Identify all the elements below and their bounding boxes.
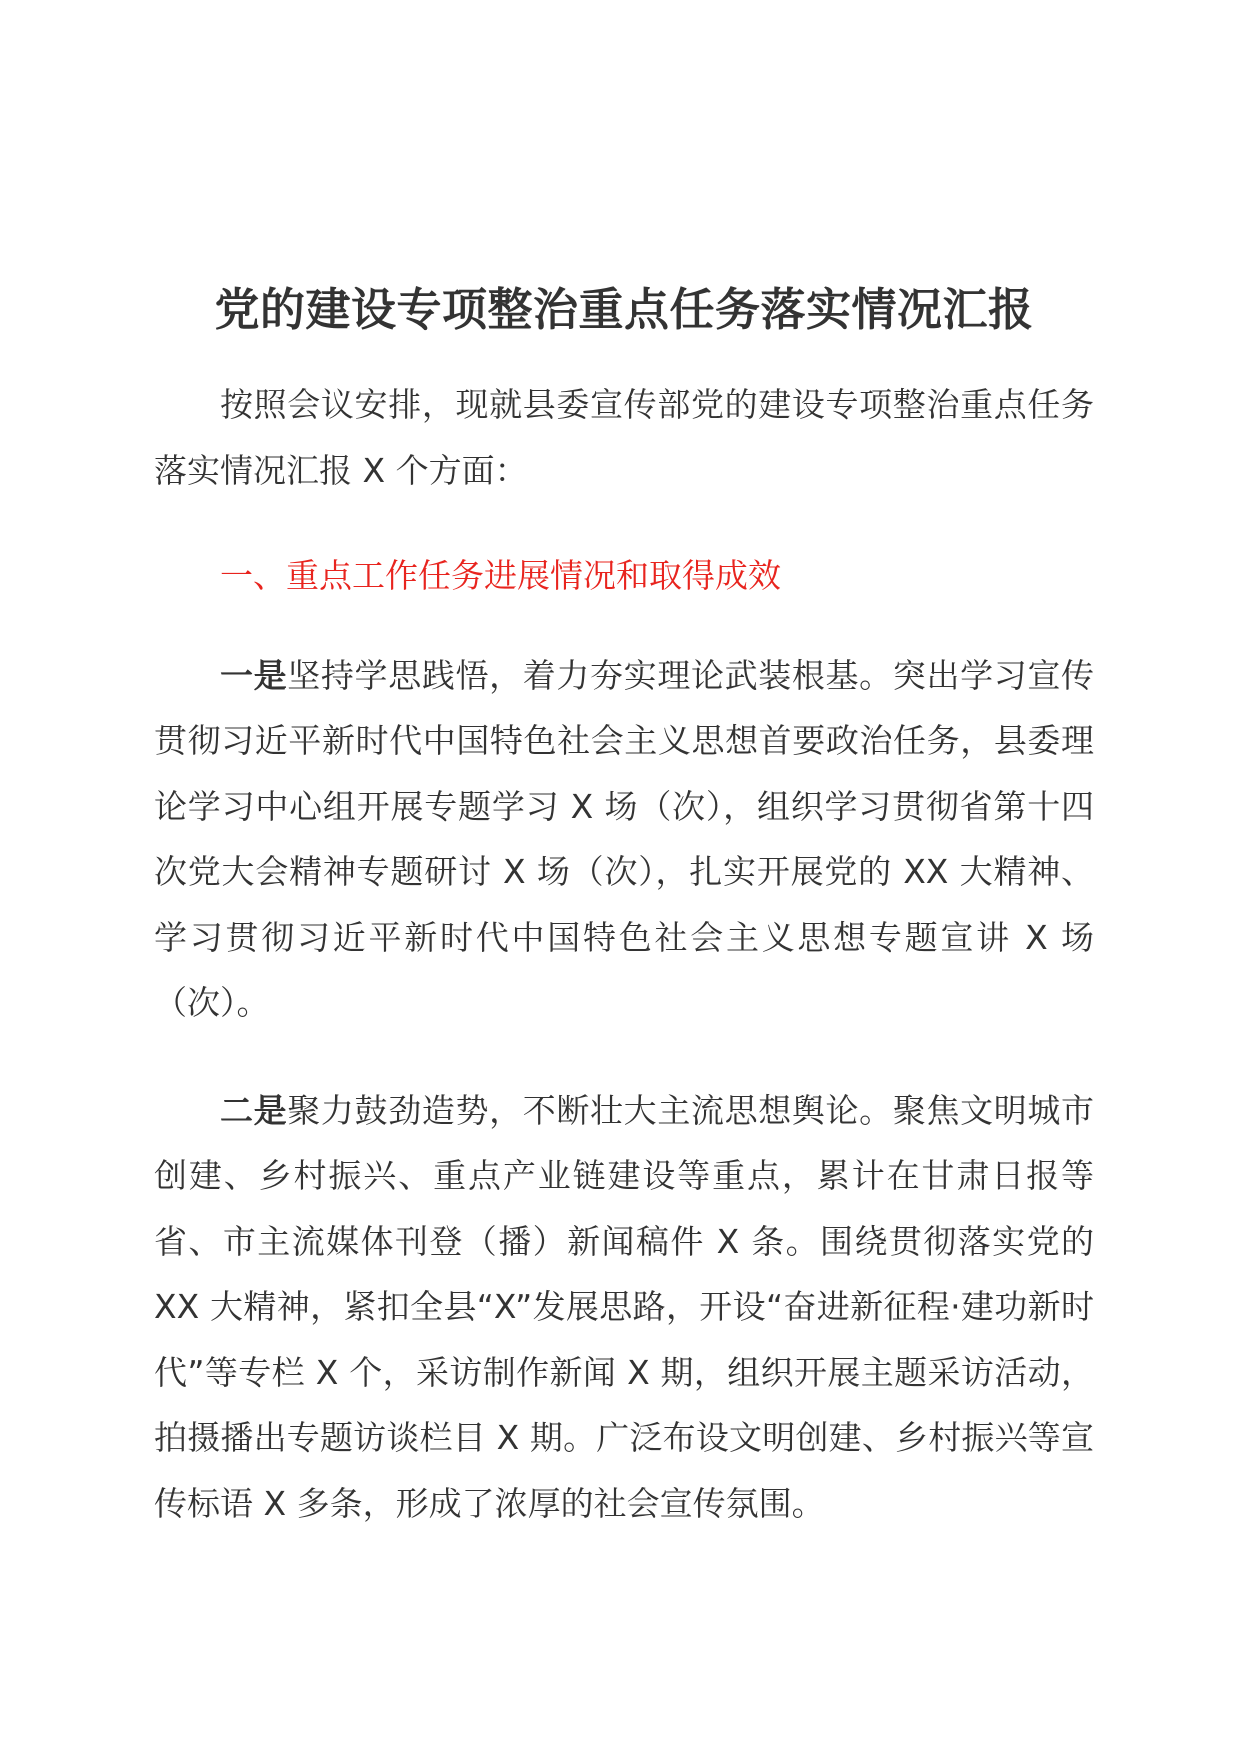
section-heading: 一、重点工作任务进展情况和取得成效 — [220, 556, 781, 595]
document-title: 党的建设专项整治重点任务落实情况汇报 — [214, 283, 1034, 336]
section-item-1-paragraph — [154, 643, 1094, 1036]
document-body — [154, 272, 1094, 1536]
item-1-lead: 一是 — [220, 655, 288, 695]
item-2-lead: 二是 — [220, 1090, 288, 1130]
item-1-text: 坚持学思践悟，着力夯实理论武装根基。突出学习宣传贯彻习近平新时代中国特色社会主义思想首要政治任务，县委理论学习中心组开展专题学习 X 场（次），组织学习贯彻省第十四次党大会精神专题研讨 X 场（次），扎实开展党的 XX 大精神、学习贯彻习近平新时代中国特色社会主义思想专题宣讲 X 场（次）。 — [154, 655, 1095, 1022]
section-item-2-paragraph — [154, 1078, 1094, 1537]
item-2-text: 聚力鼓劲造势，不断壮大主流思想舆论。聚焦文明城市创建、乡村振兴、重点产业链建设等重点，累计在甘肃日报等省、市主流媒体刊登（播）新闻稿件 X 条。围绕贯彻落实党的 XX 大精神，紧扣全县“X”发展思路，开设“奋进新征程·建功新时代”等专栏 X 个，采访制作新闻 X 期，组织开展主题采访活动，拍摄播出专题访谈栏目 X 期。广泛布设文明创建、乡村振兴等宣传标语 X 多条，形成了浓厚的社会宣传氛围。 — [154, 1090, 1095, 1523]
intro-paragraph: 按照会议安排，现就县委宣传部党的建设专项整治重点任务落实情况汇报 X 个方面： — [154, 385, 1094, 490]
